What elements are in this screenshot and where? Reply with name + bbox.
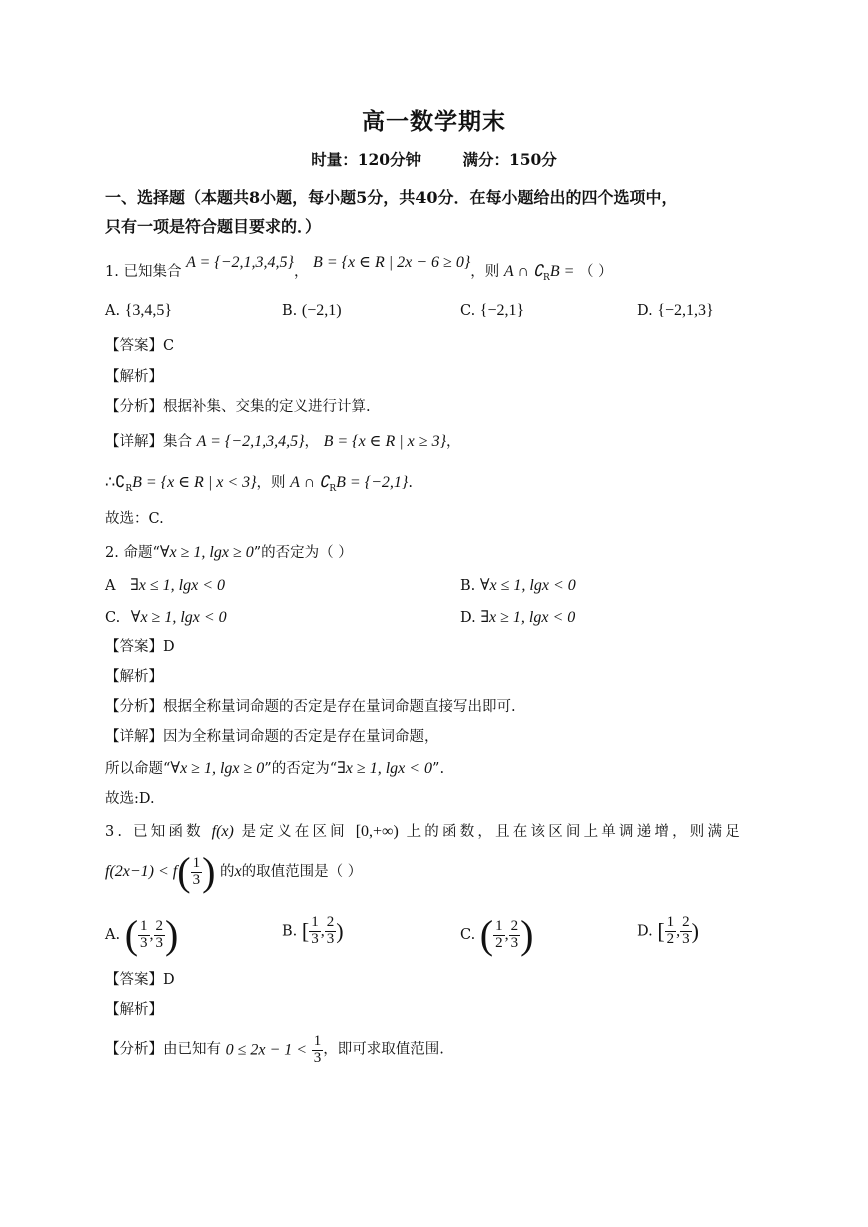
exam-time: 时量：120分钟: [311, 150, 422, 169]
q3-option-b[interactable]: B. [ $\frac{1}{3}$ , $\frac{2}{3}$ ): [282, 914, 344, 947]
q2-choose: 故选:D.: [105, 791, 155, 807]
q2-stem: 2. 命题“∀x ≥ 1, lgx ≥ 0”的否定为（ ）: [105, 544, 353, 561]
q2-analysis-label: 【解析】: [105, 669, 163, 685]
q1-set-a: A = {−2,1,3,4,5}: [186, 254, 294, 271]
q2-answer: 【答案】D: [105, 639, 175, 655]
q1-option-b[interactable]: B. (−2,1): [282, 302, 342, 319]
q2-fenxi: 【分析】根据全称量词命题的否定是存在量词命题直接写出即可.: [105, 699, 516, 715]
q3-option-c[interactable]: C. ( $\frac{1}{2}$ , $\frac{2}{3}$ ): [460, 912, 534, 957]
q3-option-a[interactable]: A. ( $\frac{1}{3}$ , $\frac{2}{3}$ ): [105, 912, 179, 957]
fraction: $\frac{1}{3}$: [192, 854, 201, 888]
q3-fenxi: 【分析】由已知有 0 ≤ 2x − 1 < $\frac{1}{3}$ ，即可求取值范围.: [105, 1033, 444, 1066]
q3-answer: 【答案】D: [105, 972, 175, 988]
q1-option-c[interactable]: C. {−2,1}: [460, 302, 525, 319]
section-heading-cont: 只有一项是符合题目要求的．）: [105, 217, 322, 236]
exam-score: 满分：150分: [462, 150, 557, 169]
q2-detail-line2: 所以命题“∀x ≥ 1, lgx ≥ 0”的否定为“∃x ≥ 1, lgx < 0”.: [105, 760, 445, 777]
q2-option-c[interactable]: C. ∀x ≥ 1, lgx < 0: [105, 609, 227, 626]
q3-analysis-label: 【解析】: [105, 1002, 163, 1018]
q1-detail: 【详解】集合 A = {−2,1,3,4,5}， B = {x ∈ R | x ≥ 3}，: [105, 433, 461, 450]
q1-option-a[interactable]: A. {3,4,5}: [105, 302, 173, 319]
q2-option-a[interactable]: A ∃x ≤ 1, lgx < 0: [105, 577, 225, 594]
page-title: 高一数学期末: [362, 108, 506, 135]
section-heading: 一、选择题（本题共8小题，每小题5分，共40分．在每小题给出的四个选项中，: [105, 188, 678, 207]
q2-option-b[interactable]: B. ∀x ≤ 1, lgx < 0: [460, 577, 576, 594]
q1-detail-line2: $\therefore∁_RB = \{x$ ∈ R | x < 3}，则 A ∩ $∁_RB = \{-2,1\}$.: [105, 474, 413, 494]
exam-info: [0, 151, 868, 170]
q1-answer: 【答案】C: [105, 338, 175, 354]
q1-set-b: B = {x ∈ R | 2x − 6 ≥ 0}: [313, 254, 471, 271]
q1-fenxi: 【分析】根据补集、交集的定义进行计算.: [105, 399, 371, 415]
q2-detail: 【详解】因为全称量词命题的否定是存在量词命题，: [105, 729, 439, 745]
q2-option-d[interactable]: D. ∃x ≥ 1, lgx < 0: [460, 609, 576, 626]
q1-analysis-label: 【解析】: [105, 369, 163, 385]
q1-option-d[interactable]: D. {−2,1,3}: [637, 302, 714, 319]
q1-stem: 1. 已知集合 A = {−2,1,3,4,5}， B = {x ∈ R | 2x − 6 ≥ 0}，则 A ∩ $∁_RB$ = （ ）: [105, 254, 613, 283]
q3-stem-line2: f(2x−1) < f( $\frac{1}{3}$ ) 的x的取值范围是（ ）: [105, 849, 363, 894]
q3-option-d[interactable]: D. [ $\frac{1}{2}$ , $\frac{2}{3}$ ): [637, 914, 699, 947]
q1-choose: 故选：C.: [105, 511, 164, 527]
q3-stem: 3. 已知函数 f(x) 是定义在区间 [0,+∞) 上的函数，且在该区间上单调递增，则满足: [105, 823, 743, 840]
